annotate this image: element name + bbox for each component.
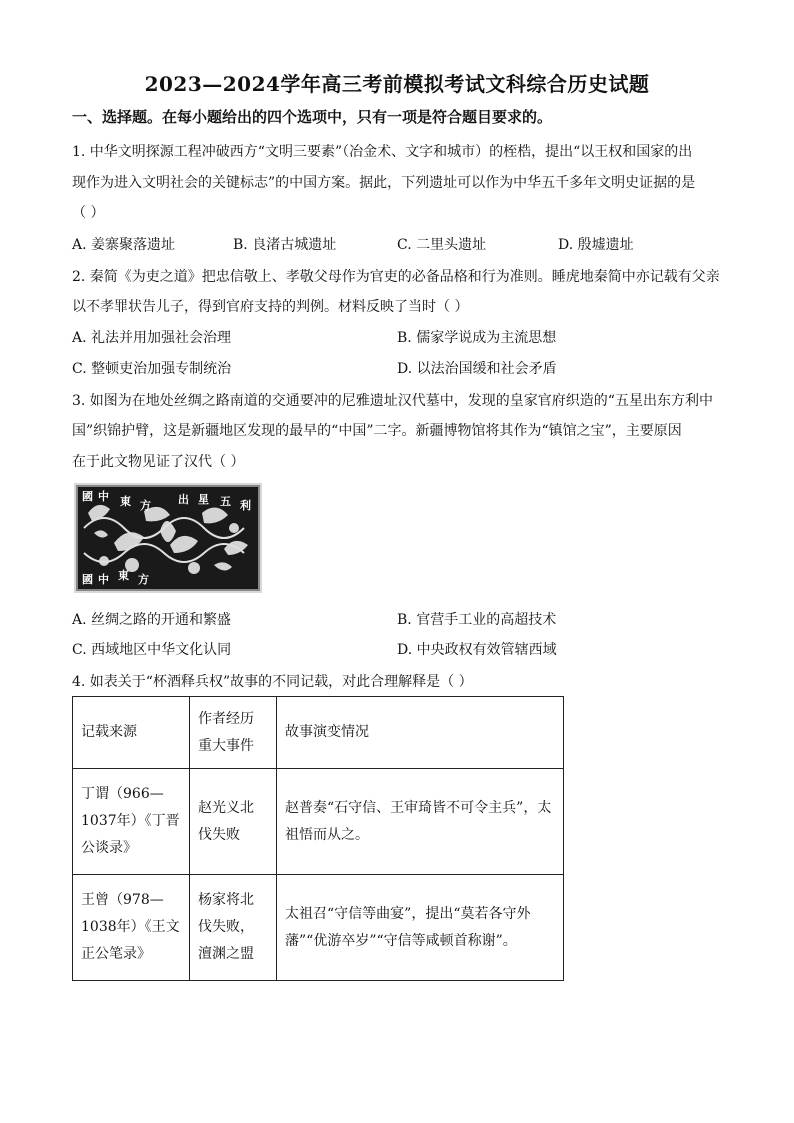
- section-heading: 一、选择题。在每小题给出的四个选项中，只有一项是符合题目要求的。: [72, 108, 553, 126]
- cell-line: 正公笔录》: [81, 946, 151, 962]
- cell-line: 太祖召“守信等曲宴”，提出“莫若各守外: [285, 905, 531, 922]
- brocade-glyph: 國: [82, 490, 93, 503]
- cell-line: 藩”“优游卒岁”“守信等咸顿首称谢”。: [285, 932, 517, 949]
- exam-title: 2023—2024学年高三考前模拟考试文科综合历史试题: [144, 72, 650, 96]
- q2-stem-line-1: 2. 秦简《为吏之道》把忠信敬上、孝敬父母作为官吏的必备品格和行为准则。睡虎地秦简中亦记载有父亲: [72, 269, 720, 285]
- brocade-glyph: 東: [118, 569, 129, 582]
- cell-line: 公谈录》: [81, 840, 137, 856]
- brocade-glyph: 五: [220, 495, 231, 508]
- q3-stem-line-3: 在于此文物见证了汉代（ ）: [72, 454, 245, 470]
- table-header-row: [73, 697, 564, 769]
- q1-option-b: B. 良渚古城遗址: [233, 237, 337, 253]
- table-row: [73, 875, 564, 981]
- table-header-cell: [190, 697, 277, 769]
- brocade-glyph: 中: [98, 573, 109, 586]
- cell-line: 赵普奏“石守信、王审琦皆不可令主兵”，太: [285, 799, 552, 816]
- q2-stem-line-2: 以不孝罪状告儿子，得到官府支持的判例。材料反映了当时（ ）: [72, 299, 469, 315]
- cell-line: 祖悟而从之。: [285, 826, 369, 843]
- brocade-armguard-image: [74, 483, 262, 593]
- brocade-glyph: 國: [82, 573, 93, 586]
- q1-stem-line-3: （ ）: [72, 205, 105, 221]
- q3-stem-line-2: 国”织锦护臂，这是新疆地区发现的最早的“中国”二字。新疆博物馆将其作为“镇馆之宝”，主要原因: [72, 423, 682, 439]
- cell-line: 1037年）《丁晋: [81, 813, 180, 829]
- story-records-table: [72, 696, 564, 981]
- cell-line: 赵光义北: [198, 799, 254, 816]
- q2-option-a: A. 礼法并用加强社会治理: [72, 330, 232, 346]
- q1-option-d: D. 殷墟遗址: [558, 237, 634, 253]
- q3-option-b: B. 官营手工业的高超技术: [397, 612, 557, 628]
- q4-stem-line-1: 4. 如表关于“杯酒释兵权”故事的不同记载，对此合理解释是（ ）: [72, 674, 473, 690]
- brocade-glyph: 利: [240, 499, 251, 512]
- table-cell-story: [277, 769, 564, 875]
- brocade-glyph: 中: [98, 490, 109, 503]
- q2-option-c: C. 整顿吏治加强专制统治: [72, 361, 232, 377]
- table-cell-events: [190, 769, 277, 875]
- cell-line: 伐失败: [198, 826, 240, 843]
- q2-option-d: D. 以法治国缓和社会矛盾: [397, 361, 557, 377]
- cell-line: 杨家将北: [198, 892, 254, 908]
- table-cell-source: [73, 769, 190, 875]
- q1-option-a: A. 姜寨聚落遗址: [72, 237, 176, 253]
- q1-option-c: C. 二里头遗址: [397, 237, 487, 253]
- cell-line: 伐失败，: [198, 919, 254, 935]
- cell-line: 澶渊之盟: [198, 946, 254, 962]
- q3-option-a: A. 丝绸之路的开通和繁盛: [72, 612, 232, 628]
- brocade-glyph: 出: [178, 493, 189, 506]
- table-cell-story: [277, 875, 564, 981]
- cell-line: 丁谓（966—: [81, 786, 164, 802]
- cell-line: 重大事件: [198, 737, 254, 754]
- q3-option-d: D. 中央政权有效管辖西域: [397, 642, 557, 658]
- q3-option-c: C. 西域地区中华文化认同: [72, 642, 232, 658]
- brocade-glyph: 東: [120, 495, 131, 508]
- brocade-glyph: 方: [140, 499, 151, 512]
- brocade-glyph: 星: [198, 493, 209, 506]
- cell-line: 作者经历: [198, 710, 254, 727]
- cell-line: 1038年）《王文: [81, 919, 180, 935]
- table-header-cell: [277, 697, 564, 769]
- brocade-glyph: 方: [138, 573, 149, 586]
- table-row: [73, 769, 564, 875]
- q3-stem-line-1: 3. 如图为在地处丝绸之路南道的交通要冲的尼雅遗址汉代墓中，发现的皇家官府织造的“五星出东方利中: [72, 393, 713, 409]
- cell-line: 故事演变情况: [285, 724, 369, 740]
- table-cell-source: [73, 875, 190, 981]
- cell-line: 记载来源: [81, 724, 137, 740]
- q1-stem-line-2: 现作为进入文明社会的关键标志”的中国方案。据此，下列遗址可以作为中华五千多年文明史证据的是: [72, 175, 696, 191]
- table-header-cell: [73, 697, 190, 769]
- q2-option-b: B. 儒家学说成为主流思想: [397, 330, 557, 346]
- q1-stem-line-1: 1. 中华文明探源工程冲破西方“文明三要素”（冶金术、文字和城市）的桎梏，提出“以王权和国家的出: [72, 144, 693, 160]
- table-cell-events: [190, 875, 277, 981]
- cell-line: 王曾（978—: [81, 892, 164, 908]
